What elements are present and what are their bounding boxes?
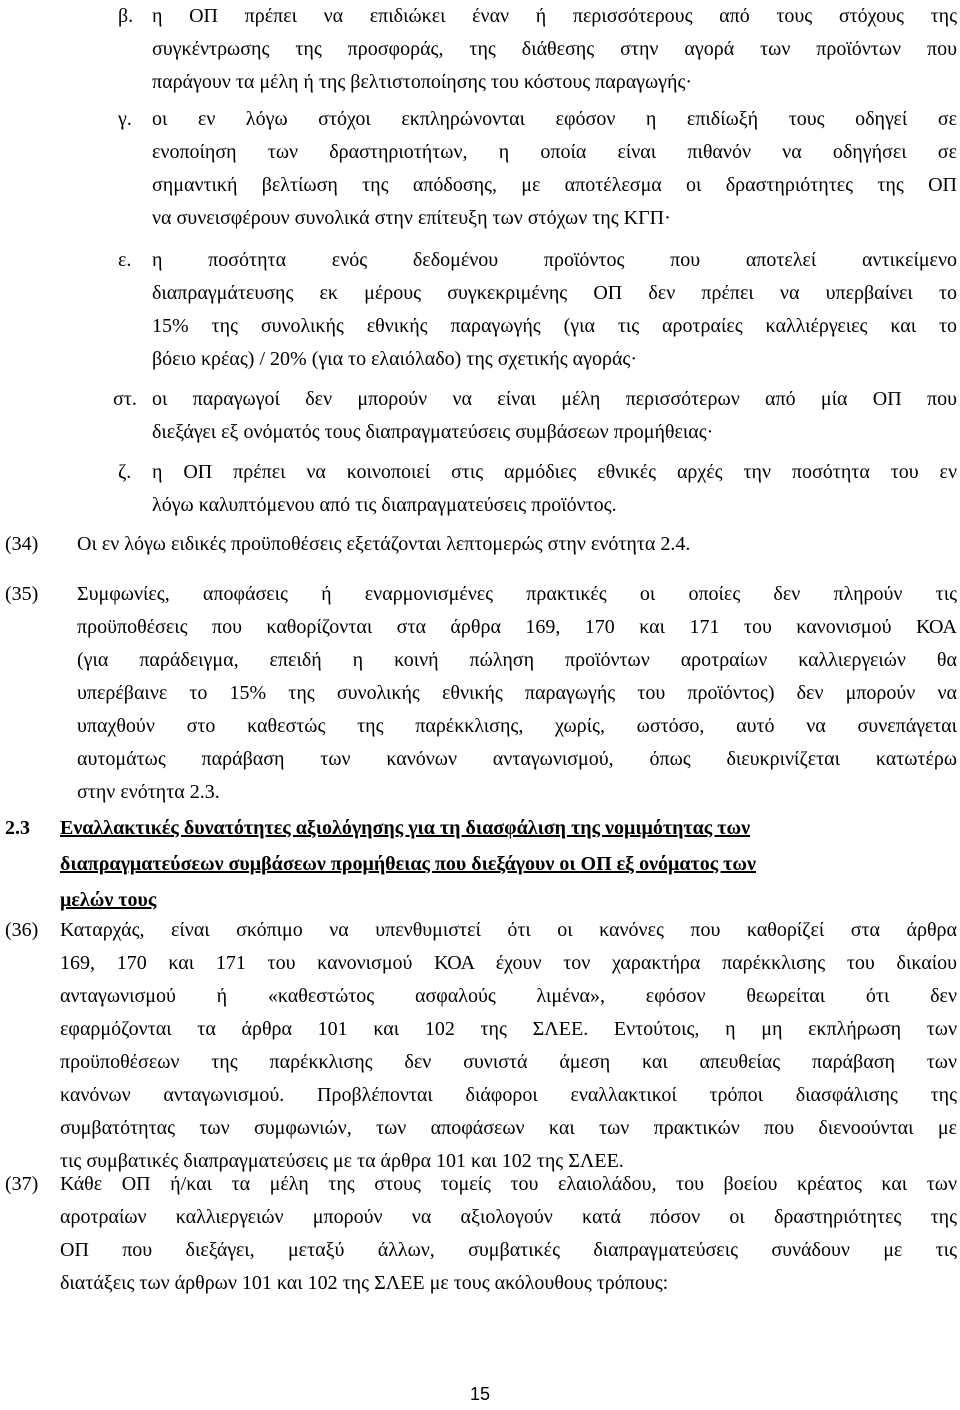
text-line: συγκέντρωσης της προσφοράς, της διάθεσης στην αγορά των προϊόντων που <box>152 38 957 60</box>
text-line: στην ενότητα 2.3. <box>77 781 220 803</box>
text-line: προϋποθέσεις που καθορίζονται στα άρθρα 169, 170 και 171 του κανονισμού ΚΟΑ <box>77 616 957 638</box>
list-marker: ε. <box>118 249 132 271</box>
heading-line: διαπραγματεύσεων συμβάσεων προμήθειας που διεξάγουν οι ΟΠ εξ ονόματος των <box>60 853 756 875</box>
page-number: 15 <box>469 1384 491 1404</box>
text-line: υπερέβαινε το 15% της συνολικής εθνικής παραγωγής του προϊόντος) δεν μπορούν να <box>77 682 957 704</box>
list-item-text <box>152 244 957 376</box>
text-line: Οι εν λόγω ειδικές προϋποθέσεις εξετάζονται λεπτομερώς στην ενότητα 2.4. <box>77 533 691 555</box>
section-title <box>60 810 940 918</box>
paragraph-text <box>60 914 957 1178</box>
paragraph-text <box>60 1168 957 1300</box>
text-line: οι παραγωγοί δεν μπορούν να είναι μέλη περισσότερων από μία ΟΠ που <box>152 388 957 410</box>
list-item-text <box>152 103 957 235</box>
text-line: η ΟΠ πρέπει να κοινοποιεί στις αρμόδιες εθνικές αρχές την ποσότητα του εν <box>152 461 957 483</box>
text-line: αυτομάτως παράβαση των κανόνων ανταγωνισμού, όπως διευκρινίζεται κατωτέρω <box>77 748 957 770</box>
text-line: λόγω καλυπτόμενου από τις διαπραγματεύσεις προϊόντος. <box>152 494 617 516</box>
text-line: ανταγωνισμού ή «καθεστώτος ασφαλούς λιμένα», εφόσον θεωρείται ότι δεν <box>60 985 957 1007</box>
list-marker: ζ. <box>118 461 132 483</box>
paragraph-number: (36) <box>5 919 39 941</box>
list-item-text <box>152 383 957 449</box>
text-line: (για παράδειγμα, επειδή η κοινή πώληση προϊόντων αροτραίων καλλιεργειών θα <box>77 649 957 671</box>
text-line: εφαρμόζονται τα άρθρα 101 και 102 της ΣΛΕΕ. Εντούτοις, η μη εκπλήρωση των <box>60 1018 957 1040</box>
text-line: διατάξεις των άρθρων 101 και 102 της ΣΛΕΕ με τους ακόλουθους τρόπους: <box>60 1272 669 1294</box>
text-line: Κάθε ΟΠ ή/και τα μέλη της στους τομείς του ελαιολάδου, του βοείου κρέατος και των <box>60 1173 957 1195</box>
paragraph-text <box>77 578 957 809</box>
text-line: Συμφωνίες, αποφάσεις ή εναρμονισμένες πρακτικές οι οποίες δεν πληρούν τις <box>77 583 957 605</box>
text-line: σημαντική βελτίωση της απόδοσης, με αποτέλεσμα οι δραστηριότητες της ΟΠ <box>152 174 957 196</box>
paragraph-text <box>77 528 957 561</box>
paragraph-number: (35) <box>5 583 39 605</box>
text-line: οι εν λόγω στόχοι εκπληρώνονται εφόσον η επιδίωξή τους οδηγεί σε <box>152 108 957 130</box>
text-line: να συνεισφέρουν συνολικά στην επίτευξη των στόχων της ΚΓΠ· <box>152 207 671 229</box>
text-line: ενοποίηση των δραστηριοτήτων, η οποία είναι πιθανόν να οδηγήσει σε <box>152 141 957 163</box>
list-marker: γ. <box>118 108 132 130</box>
text-line: 15% της συνολικής εθνικής παραγωγής (για τις αροτραίες καλλιέργειες και το <box>152 315 957 337</box>
paragraph-number: (37) <box>5 1173 39 1195</box>
text-line: διεξάγει εξ ονόματός τους διαπραγματεύσεις συμβάσεων προμήθειας· <box>152 421 714 443</box>
list-item-text <box>152 0 957 99</box>
text-line: συμβατότητας των συμφωνιών, των αποφάσεων και των πρακτικών που διενοούνται με <box>60 1117 957 1139</box>
section-number: 2.3 <box>5 817 30 839</box>
text-line: προϋποθέσεων της παρέκκλισης δεν συνιστά άμεση και απευθείας παράβαση των <box>60 1051 957 1073</box>
text-line: 169, 170 και 171 του κανονισμού ΚΟΑ έχουν τον χαρακτήρα παρέκκλισης του δικαίου <box>60 952 957 974</box>
heading-line: Εναλλακτικές δυνατότητες αξιολόγησης για τη διασφάλιση της νομιμότητας των <box>60 817 751 839</box>
heading-line: μελών τους <box>60 889 157 911</box>
text-line: διαπραγμάτευσης εκ μέρους συγκεκριμένης ΟΠ δεν πρέπει να υπερβαίνει το <box>152 282 957 304</box>
list-marker: στ. <box>113 388 137 410</box>
text-line: αροτραίων καλλιεργειών μπορούν να αξιολογούν κατά πόσον οι δραστηριότητες της <box>60 1206 957 1228</box>
text-line: η ποσότητα ενός δεδομένου προϊόντος που αποτελεί αντικείμενο <box>152 249 957 271</box>
list-item-text <box>152 456 957 522</box>
text-line: η ΟΠ πρέπει να επιδιώκει έναν ή περισσότερους από τους στόχους της <box>152 5 957 27</box>
text-line: υπαχθούν στο καθεστώς της παρέκκλισης, χωρίς, ωστόσο, αυτό να συνεπάγεται <box>77 715 957 737</box>
text-line: κανόνων ανταγωνισμού. Προβλέπονται διάφοροι εναλλακτικοί τρόποι διασφάλισης της <box>60 1084 957 1106</box>
text-line: παράγουν τα μέλη ή της βελτιστοποίησης του κόστους παραγωγής· <box>152 71 693 93</box>
paragraph-number: (34) <box>5 533 39 555</box>
list-marker: β. <box>118 5 134 27</box>
text-line: ΟΠ που διεξάγει, μεταξύ άλλων, συμβατικές διαπραγματεύσεις συνάδουν με τις <box>60 1239 957 1261</box>
text-line: βόειο κρέας) / 20% (για το ελαιόλαδο) της σχετικής αγοράς· <box>152 348 637 370</box>
text-line: Καταρχάς, είναι σκόπιμο να υπενθυμιστεί ότι οι κανόνες που καθορίζεί στα άρθρα <box>60 919 957 941</box>
text-line: τις συμβατικές διαπραγματεύσεις με τα άρθρα 101 και 102 της ΣΛΕΕ. <box>60 1150 624 1172</box>
